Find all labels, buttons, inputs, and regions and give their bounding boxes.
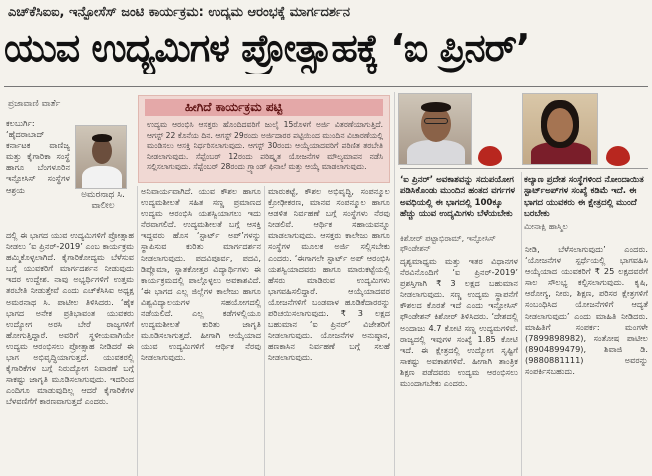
article-col5: ನೀಡಿ, ಬೆಳೆಸಲಾಗುವುದು’ ಎಂದರು. ‘ಯೋಜನೆಗಳ ಸ್ಪರ್ಧೆಯಲ್ಲಿ ಭಾಗವಹಿಸಿ ಆಯ್ಕೆಯಾದ ಯುವಕರಿಗೆ ₹ 25 ಲಕ್ಷದವರೆಗೆ ಸಾಲ ಸೌಲಭ್ಯ ಕಲ್ಪಿಸಲಾಗುವುದು. ಕೃಷಿ, ಆರೋಗ್ಯ, ನೀರು, ಶಿಕ್ಷಣ, ಪರಿಸರ ಕ್ಷೇತ್ರಗಳಿಗೆ ಸಂಬಂಧಿಸಿದ ಯೋಜನೆಗಳಿಗೆ ಆದ್ಯತೆ ನೀಡಲಾಗುವುದು’ ಎಂದು ಮಾಹಿತಿ ನೀಡಿದರು. ಮಾಹಿತಿಗೆ ಸಂಪರ್ಕ: ಮಂಗಳೇ (7899898982), ಸಂತೋಷ ಪಾಟೀಲ (8904899479), ಶಿವಾಜಿ ಡಿ. (9880881111) ಅವರನ್ನು ಸಂಪರ್ಕಿಸಬಹುದು.	[525, 244, 648, 377]
headline: ಯುವ ಉದ್ಯಮಿಗಳ ಪ್ರೋತ್ಸಾಹಕ್ಕೆ ‘ಐ ಪ್ರಿನರ್’	[4, 26, 530, 70]
quote-mark-icon	[606, 146, 630, 166]
schedule-box-body: ಉದ್ಯಮ ಆರಂಭಿಸಿ ಆಸಕ್ತರು ಹೊಂದಿದವರಿಗೆ ಜುಲೈ 15ರೊಳಗೆ ಅರ್ಜಿ ವಿತರಣೆಯಾಗುತ್ತಿದೆ. ಆಗಸ್ಟ್ 22 ಕೊನೆಯ ದಿನ. ಆಗಸ್ಟ್ 29ರಂದು ಅರ್ಜಿದಾರರ ಪಟ್ಟಿಯಿಂದ ಮುಂದಿನ ವಿಚಾರಣೆಯಲ್ಲಿ ಮಂಡಿಸಲು ಆಸಕ್ತಿ ನಿರ್ಧರಿಸಲಾಗುವುದು. ಆಗಸ್ಟ್ 30ರಂದು ಆಯ್ಕೆಯಾದವರಿಗೆ ಪರಿಣಿತ ತರಬೇತಿ ನೀಡಲಾಗುವುದು. ಸೆಪ್ಟೆಂಬರ್ 12ರಂದು ಪರಿಷ್ಕೃತ ಯೋಜನೆಗಳ ಮೌಲ್ಯಮಾಪನ ನಡೆಸಿ ಸಲ್ಲಿಸಲಾಗುವುದು. ಸೆಪ್ಟೆಂಬರ್ 28ರಂದು ಗ್ರ್ಯಾಂಡ್ ಫಿನಾಲೆ ಮತ್ತು ಆಯ್ಕೆ ಮಾಡಲಾಗುವುದು.	[147, 120, 383, 172]
divider	[400, 168, 648, 169]
pull-quote-kishore-name: ಕಿಶೋರ್ ಪಟ್ಟಾಭಿರಾಮ್, ಇನ್ಫೋಸಿಸ್ ಫೌಂಡೇಶನ್	[400, 234, 496, 253]
kicker: ಎಚ್‌ಕೆಸಿಐಐ, ಇನ್ಫೋಸೆಸ್ ಜಂಟಿ ಕಾರ್ಯಕ್ರಮ: ಉದ್ಯಮ ಆರಂಭಕ್ಕೆ ಮಾರ್ಗದರ್ಶನ	[8, 5, 350, 20]
article-col2: ಅನಿವಾರ್ಯವಾಗಿದೆ. ಯುವ ಕೌಶಲ ಹಾಗೂ ಉದ್ಯಮಶೀಲತೆ ಸಹಿತ ಸಣ್ಣ ಪ್ರಮಾಣದ ಉದ್ಯಮ ಆರಂಭಿಸಿ ಯಶಸ್ವಿಯಾಗಲು ಇದು ನೆರವಾಗಲಿದೆ. ಉದ್ಯಮಶೀಲತೆ ಬಗ್ಗೆ ಆಸಕ್ತಿ ಇದ್ದವರು ಹೊಸ ‘ಸ್ಟಾರ್ಟ್ ಅಪ್’ಗಳನ್ನು ಸ್ಥಾಪಿಸುವ ಕುರಿತು ಮಾರ್ಗದರ್ಶನ ನೀಡಲಾಗುವುದು. ಪದವಿಪೂರ್ವ, ಪದವಿ, ಡಿಪ್ಲೊಮಾ, ಸ್ನಾತಕೋತ್ತರ ವಿದ್ಯಾರ್ಥಿಗಳು ಈ ಕಾರ್ಯಕ್ರಮದಲ್ಲಿ ಪಾಲ್ಗೊಳ್ಳಲು ಅವಕಾಶವಿದೆ. ‘ಈ ಭಾಗದ ಎಲ್ಲ ಜಿಲ್ಲೆಗಳ ಕಾಲೇಜು ಹಾಗೂ ವಿಶ್ವವಿದ್ಯಾಲಯಗಳ ಸಹಯೋಗದಲ್ಲಿ ನಡೆಯಲಿದೆ. ಎಲ್ಲ ಕಡೆಗಳಲ್ಲಿಯೂ ಉದ್ಯಮಶೀಲತೆ ಕುರಿತು ಜಾಗೃತಿ ಮೂಡಿಸಲಾಗುತ್ತದೆ. ಹೀಗಾಗಿ ಆಯ್ಕೆಯಾದ ಯುವ ಉದ್ಯಮಿಗಳಿಗೆ ಆರ್ಥಿಕ ನೆರವು ನೀಡಲಾಗುವುದು.	[141, 186, 261, 363]
article-col3: ಮಾರುಕಟ್ಟೆ, ಕೌಶಲ ಅಭಿವೃದ್ಧಿ, ಸಂಪನ್ಮೂಲ ಕ್ರೋಢೀಕರಣ, ಮಾನವ ಸಂಪನ್ಮೂಲ ಹಾಗೂ ಆಡಳಿತ ನಿರ್ವಹಣೆ ಬಗ್ಗೆ ಸಂಸ್ಥೆಗಳು ನೆರವು ನೀಡಲಿವೆ. ಆರ್ಥಿಕ ಸಹಾಯವನ್ನೂ ಮಾಡಲಾಗುವುದು. ಆಸಕ್ತರು ಕಾಲೇಜು ಹಾಗೂ ಸಂಸ್ಥೆಗಳ ಮೂಲಕ ಅರ್ಜಿ ಸಲ್ಲಿಸಬೇಕು ಎಂದರು. ‘ಈಗಾಗಲೇ ಸ್ಟಾರ್ಟ್ ಅಪ್ ಆರಂಭಿಸಿ ಯಶಸ್ವಿಯಾದವರು ಹಾಗೂ ಮಾರುಕಟ್ಟೆಯಲ್ಲಿ ಹೆಸರು ಮಾಡಿರುವ ಉದ್ಯಮಿಗಳು ಭಾಗವಹಿಸಲಿದ್ದಾರೆ. ಆಯ್ಕೆಯಾದವರ ಯೋಜನೆಗಳಿಗೆ ಬಂಡವಾಳ ಹೂಡಿಕೆದಾರರನ್ನು ಪರಿಚಯಿಸಲಾಗುವುದು. ₹ 3 ಲಕ್ಷದ ಬಹುಮಾನ ‘ಐ ಪ್ರಿನರ್’ ವಿಜೇತರಿಗೆ ನೀಡಲಾಗುವುದು. ಯೋಜನೆಗಳ ಅನುಷ್ಠಾನ, ಹಣಕಾಸಿನ ನಿರ್ವಹಣೆ ಬಗ್ಗೆ ಸಲಹೆ ನೀಡಲಾಗುವುದು.	[268, 186, 390, 363]
column-divider	[137, 186, 138, 476]
pull-quote-meenakshi-name: ಮೀನಾಕ್ಷಿ ಹಾಸ್ಮಿಲ	[524, 222, 568, 231]
column-divider	[394, 92, 395, 476]
article-col1-intro: ಕಲಬುರ್ಗಿ: ‘ಹೈದರಾಬಾದ್ ಕರ್ನಾಟಕ ವಾಣಿಜ್ಯ ಮತ್ತು ಕೈಗಾರಿಕಾ ಸಂಸ್ಥೆ ಹಾಗೂ ಬೆಂಗಳೂರಿನ ಇನ್ಫೋಸಿಸ್ ಸಂಸ್ಥೆಗಳ ಆಶ್ರಯ	[6, 118, 70, 195]
reporter-name	[72, 190, 134, 212]
pull-quote-meenakshi: ಕಲ್ಯಾಣ ಪ್ರದೇಶ ಸಂಸ್ಥೆಗಳಿಂದ ನೋಂದಾಯಿತ ಸ್ಟಾರ್ಟ್‌ಅಪ್‌ಗಳ ಸಂಖ್ಯೆ ಕಡಿಮೆ ಇದೆ. ಈ ಭಾಗದ ಯುವಕರು ಈ ಕ್ಷೇತ್ರದಲ್ಲಿ ಮುಂದೆ ಬರಬೇಕು	[524, 175, 644, 220]
meenakshi-photo	[522, 93, 598, 165]
news-source: ಪ್ರಜಾವಾಣಿ ವಾರ್ತೆ	[8, 99, 61, 109]
divider	[4, 86, 648, 87]
reporter-name-line1: ಅಮರನಾಥ ಸಿ.	[81, 190, 125, 200]
reporter-photo	[75, 125, 127, 189]
schedule-box	[138, 95, 390, 183]
column-divider	[264, 186, 265, 476]
article-col1-body: ದಲ್ಲಿ ಈ ಭಾಗದ ಯುವ ಉದ್ಯಮಿಗಳಿಗೆ ಪ್ರೋತ್ಸಾಹ ನೀಡಲು ‘ಐ ಪ್ರಿನರ್-2019’ ಎಂಬ ಕಾರ್ಯಕ್ರಮ ಹಮ್ಮಿಕೊಳ್ಳಲಾಗಿದೆ. ಕೈಗಾರಿಕೋದ್ಯಮ ಬೆಳೆಸುವ ಬಗ್ಗೆ ಯುವಕರಿಗೆ ಮಾರ್ಗದರ್ಶನ ನೀಡುವುದು ಇದರ ಉದ್ದೇಶ. ನಾವು ಅಭ್ಯರ್ಥಿಗಳಿಗೆ ಉತ್ತಮ ತರಬೇತಿ ನೀಡುತ್ತೇವೆ ಎಂದು ಎಚ್‌ಕೆಸಿಸಿಐ ಅಧ್ಯಕ್ಷ ಅಮರನಾಥ ಸಿ. ಪಾಟೀಲ ತಿಳಿಸಿದರು. ‘ಹೈಕ ಭಾಗದ ಅನೇಕ ಪ್ರತಿಭಾವಂತ ಯುವಕರು ಉದ್ಯೋಗ ಅರಸಿ ಬೇರೆ ರಾಜ್ಯಗಳಿಗೆ ಹೋಗುತ್ತಿದ್ದಾರೆ. ಅವರಿಗೆ ಸ್ಥಳೀಯವಾಗಿಯೇ ಉದ್ಯಮ ಆರಂಭಿಸಲು ಪ್ರೋತ್ಸಾಹ ನೀಡಿದರೆ ಈ ಭಾಗ ಅಭಿವೃದ್ಧಿಯಾಗುತ್ತದೆ. ಯುವಕರಲ್ಲಿ ಕೈಗಾರಿಕೆಗಳ ಬಗ್ಗೆ ನಿರುದ್ಯೋಗ ನಿವಾರಣೆ ಬಗ್ಗೆ ಸಾಕಷ್ಟು ಜಾಗೃತಿ ಮೂಡಿಸಲಾಗುವುದು. ಇದರಿಂದ ಎಂದಿಗೂ ಮಾಡುವುದಿಲ್ಲ ಆದರೆ ಕೈಗಾರಿಕೆಗಳ ಬೆಳವಣಿಗೆಗೆ ಕಾರಣವಾಗುತ್ತದೆ ಎಂದರು.	[6, 230, 134, 407]
quote-mark-icon	[478, 146, 502, 166]
kishore-photo	[398, 93, 472, 165]
column-divider	[521, 172, 522, 476]
article-col4: ದೃಶ್ಯಮಾಧ್ಯಮ ಮತ್ತು ಇತರ ವಿಧಾನಗಳ ನೆರವಿನೊಂದಿಗೆ ‘ಐ ಪ್ರಿನರ್-2019’ ಪ್ರಶಸ್ತಿಗಾಗಿ ₹ 3 ಲಕ್ಷದ ಬಹುಮಾನ ನೀಡಲಾಗುವುದು. ಸಣ್ಣ ಉದ್ಯಮ ಸ್ಥಾಪನೆಗೆ ಕೌಶಲದ ಕೊರತೆ ಇದೆ ಎಂದು ಇನ್ಫೋಸಿಸ್ ಫೌಂಡೇಶನ್ ಕಿಶೋರ್ ತಿಳಿಸಿದರು. ‘ದೇಶದಲ್ಲಿ ಅಂದಾಜು 4.7 ಕೋಟಿ ಸಣ್ಣ ಉದ್ಯಮಗಳಿವೆ. ರಾಜ್ಯದಲ್ಲಿ ಇವುಗಳ ಸಂಖ್ಯೆ 1.85 ಕೋಟಿ ಇದೆ. ಈ ಕ್ಷೇತ್ರದಲ್ಲಿ ಉದ್ಯೋಗ ಸೃಷ್ಟಿಗೆ ಸಾಕಷ್ಟು ಅವಕಾಶಗಳಿವೆ. ಹೀಗಾಗಿ ತಾಂತ್ರಿಕ ಶಿಕ್ಷಣ ಪಡೆದವರು ಉದ್ಯಮ ಆರಂಭಿಸಲು ಮುಂದಾಗಬೇಕು ಎಂದರು.	[400, 256, 518, 389]
reporter-name-line2: ವಾಲೀಲ	[91, 201, 115, 211]
pull-quote-kishore: ‘ಐ ಪ್ರಿನರ್’ ಅವಕಾಶವನ್ನು ಸದುಪಯೋಗ ಪಡಿಸಿಕೊಂಡು ಮುಂದಿನ ಹಂತದ ವರ್ಗಗಳ ಅವಧಿಯಲ್ಲಿ ಈ ಭಾಗದಲ್ಲಿ 100ಕ್ಕೂ ಹೆಚ್ಚು ಯುವ ಉದ್ಯಮಿಗಳು ಬೆಳೆಯಬೇಕು	[400, 175, 516, 220]
schedule-box-title: ಹೀಗಿದೆ ಕಾರ್ಯಕ್ರಮ ಪಟ್ಟಿ	[145, 99, 383, 116]
